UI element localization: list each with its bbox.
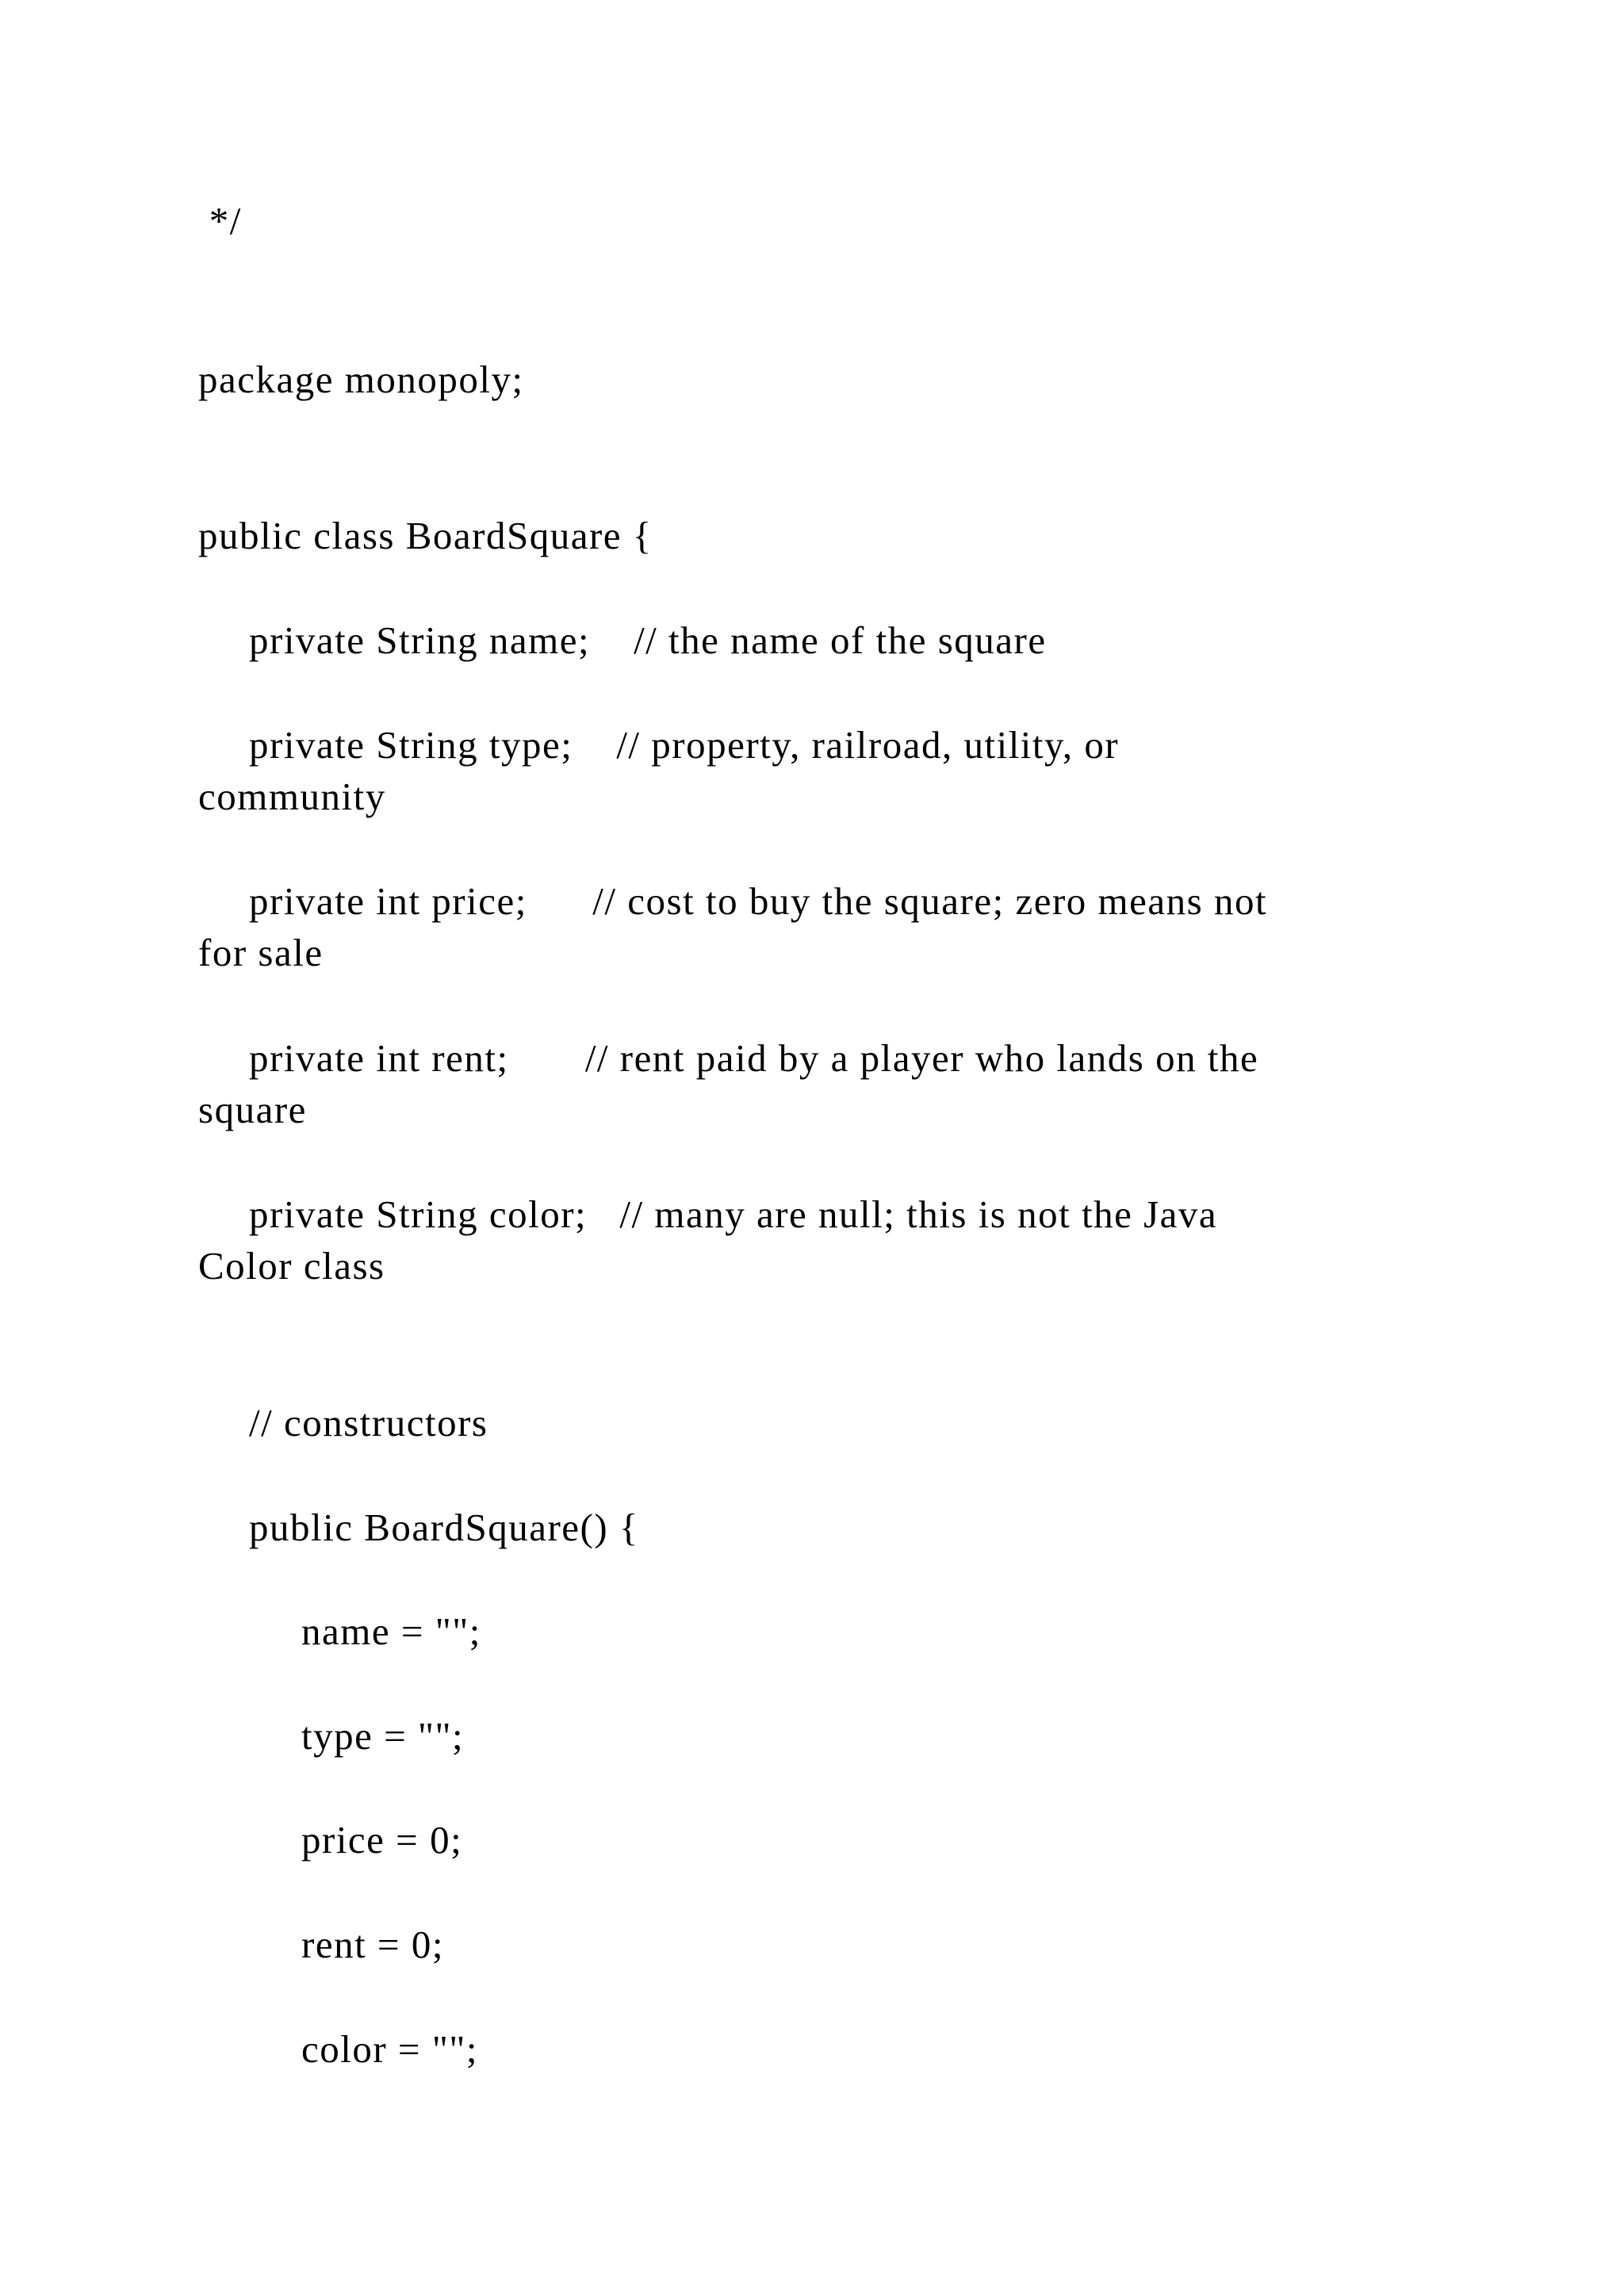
code-line-assign-price: price = 0; [301,1818,463,1862]
code-line-assign-rent: rent = 0; [301,1923,444,1966]
code-line-field-price-wrap: for sale [198,931,324,974]
code-line-assign-color: color = ""; [301,2027,478,2071]
code-line-field-type-wrap: community [198,775,386,818]
code-line-package: package monopoly; [198,358,524,401]
code-line-constructors-comment: // constructors [249,1401,488,1445]
code-line-field-type: private String type; // property, railroad, utility, or [249,723,1120,767]
code-line-field-rent: private int rent; // rent paid by a player who lands on the [249,1036,1259,1080]
code-line-field-price: private int price; // cost to buy the square; zero means not [249,879,1268,923]
code-line-field-color: private String color; // many are null; this is not the Java [249,1192,1218,1236]
code-line-field-rent-wrap: square [198,1088,307,1131]
code-line-assign-type: type = ""; [301,1714,465,1758]
code-line-field-color-wrap: Color class [198,1244,385,1288]
code-line-assign-name: name = ""; [301,1609,481,1653]
code-line-constructor-signature: public BoardSquare() { [249,1506,639,1549]
code-line-field-name: private String name; // the name of the square [249,618,1047,662]
code-line-comment-end: */ [198,199,242,243]
code-line-class-declaration: public class BoardSquare { [198,514,653,557]
